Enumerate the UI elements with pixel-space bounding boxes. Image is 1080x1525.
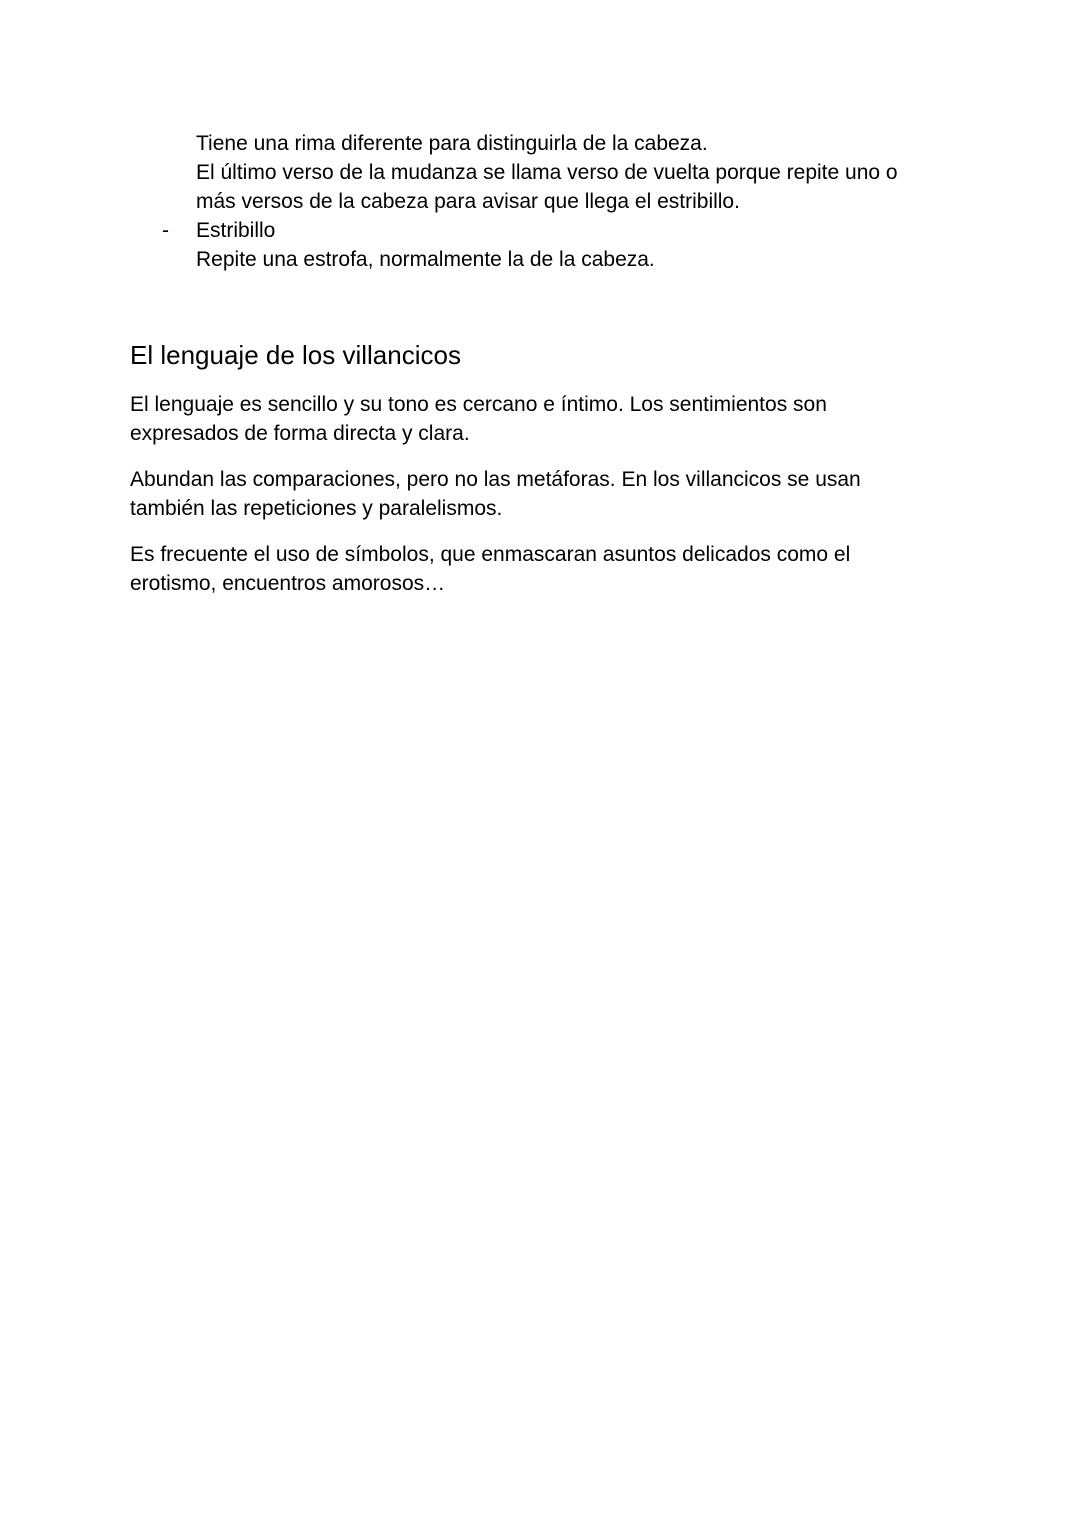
paragraph-2 — [130, 465, 930, 523]
paragraph-1 — [130, 390, 930, 448]
paragraph-3-line-1: Es frecuente el uso de símbolos, que enmascaran asuntos delicados como el — [130, 543, 851, 566]
estribillo-description: Repite una estrofa, normalmente la de la cabeza. — [196, 248, 655, 271]
list-bullet-dash: - — [162, 219, 169, 242]
section-heading: El lenguaje de los villancicos — [130, 340, 461, 370]
mudanza-text-line-2: El último verso de la mudanza se llama verso de vuelta porque repite uno o — [196, 161, 898, 184]
estribillo-title: Estribillo — [196, 219, 276, 242]
paragraph-2-line-2: también las repeticiones y paralelismos. — [130, 497, 503, 520]
paragraph-1-line-2: expresados de forma directa y clara. — [130, 422, 470, 445]
paragraph-3 — [130, 540, 930, 598]
mudanza-text-line-1: Tiene una rima diferente para distinguirla de la cabeza. — [196, 132, 708, 155]
paragraph-2-line-1: Abundan las comparaciones, pero no las metáforas. En los villancicos se usan — [130, 468, 861, 491]
mudanza-text-line-3: más versos de la cabeza para avisar que llega el estribillo. — [196, 190, 740, 213]
paragraph-1-line-1: El lenguaje es sencillo y su tono es cercano e íntimo. Los sentimientos son — [130, 393, 827, 416]
paragraph-3-line-2: erotismo, encuentros amorosos… — [130, 572, 446, 595]
